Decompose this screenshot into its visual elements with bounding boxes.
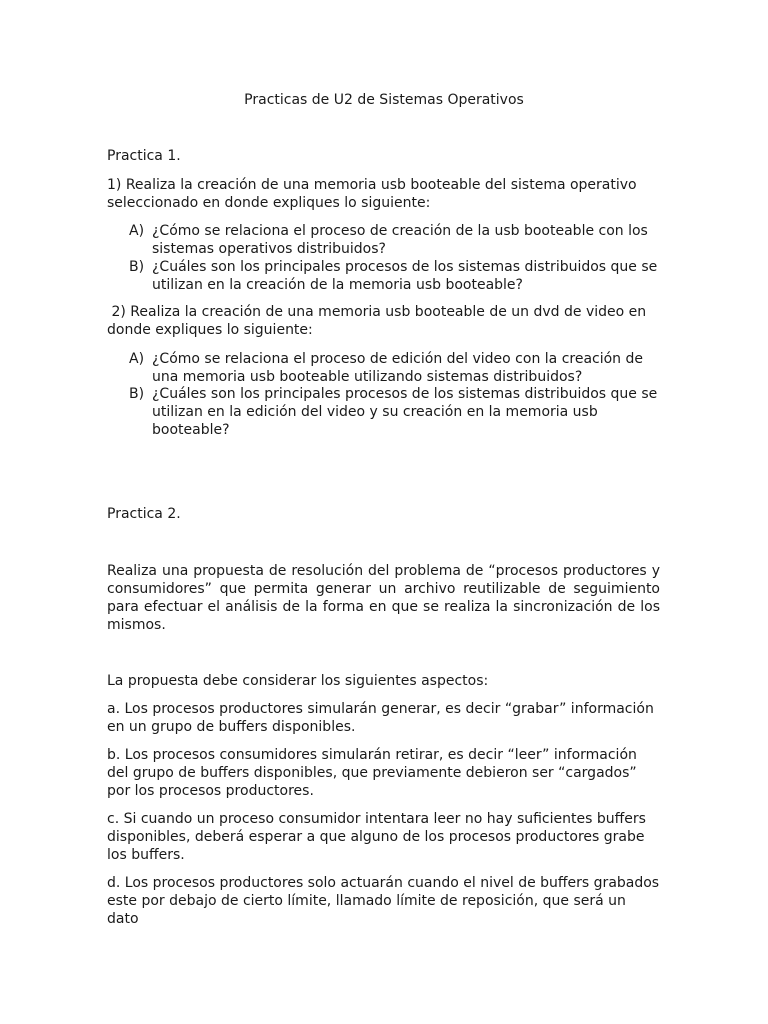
list-marker: A) xyxy=(129,351,145,367)
aspect-item: a. Los procesos productores simularán generar, es decir “grabar” información en un grupo de buffers disponibles. xyxy=(107,701,654,735)
list-item-text: ¿Cómo se relaciona el proceso de edición del video con la creación de una memoria usb booteable utilizando sistemas distribuidos? xyxy=(152,351,644,385)
list-marker: B) xyxy=(129,259,145,275)
document-title: Practicas de U2 de Sistemas Operativos xyxy=(244,92,524,108)
list-item-text: ¿Cómo se relaciona el proceso de creación de la usb booteable con los sistemas operativos distribuidos? xyxy=(152,223,648,257)
practica-1-heading: Practica 1. xyxy=(107,148,181,164)
aspect-item: b. Los procesos consumidores simularán retirar, es decir “leer” información del grupo de buffers disponibles, que previamente debieron ser “cargados” por los procesos productores. xyxy=(107,747,637,799)
practica-2-heading: Practica 2. xyxy=(107,506,181,522)
list-item xyxy=(129,258,660,294)
list-item-text: ¿Cuáles son los principales procesos de los sistemas distribuidos que se utilizan en la edición del video y su creación en la memoria usb booteable? xyxy=(152,386,658,438)
list-item xyxy=(129,385,660,439)
aspect-item: d. Los procesos productores solo actuarán cuando el nivel de buffers grabados este por debajo de cierto límite, llamado límite de reposición, que será un dato xyxy=(107,875,660,927)
list-item xyxy=(129,222,660,258)
list-item-text: ¿Cuáles son los principales procesos de los sistemas distribuidos que se utilizan en la creación de la memoria usb booteable? xyxy=(152,259,658,293)
aspect-item: c. Si cuando un proceso consumidor intentara leer no hay suficientes buffers disponibles, deberá esperar a que alguno de los procesos productores grabe los buffers. xyxy=(107,811,646,863)
list-item xyxy=(129,350,660,386)
list-marker: A) xyxy=(129,223,145,239)
task-2-intro: 2) Realiza la creación de una memoria usb booteable de un dvd de video en donde expliques lo siguiente: xyxy=(107,304,651,338)
list-marker: B) xyxy=(129,386,145,402)
task-1-intro: 1) Realiza la creación de una memoria usb booteable del sistema operativo seleccionado en donde expliques lo siguiente: xyxy=(107,177,637,211)
proposal-paragraph: Realiza una propuesta de resolución del problema de “procesos productores y consumidores” que permita generar un archivo reutilizable de seguimiento para efectuar el análisis de la forma en que se realiza la sincronización de los mismos. xyxy=(107,563,660,633)
aspects-intro: La propuesta debe considerar los siguientes aspectos: xyxy=(107,673,489,689)
